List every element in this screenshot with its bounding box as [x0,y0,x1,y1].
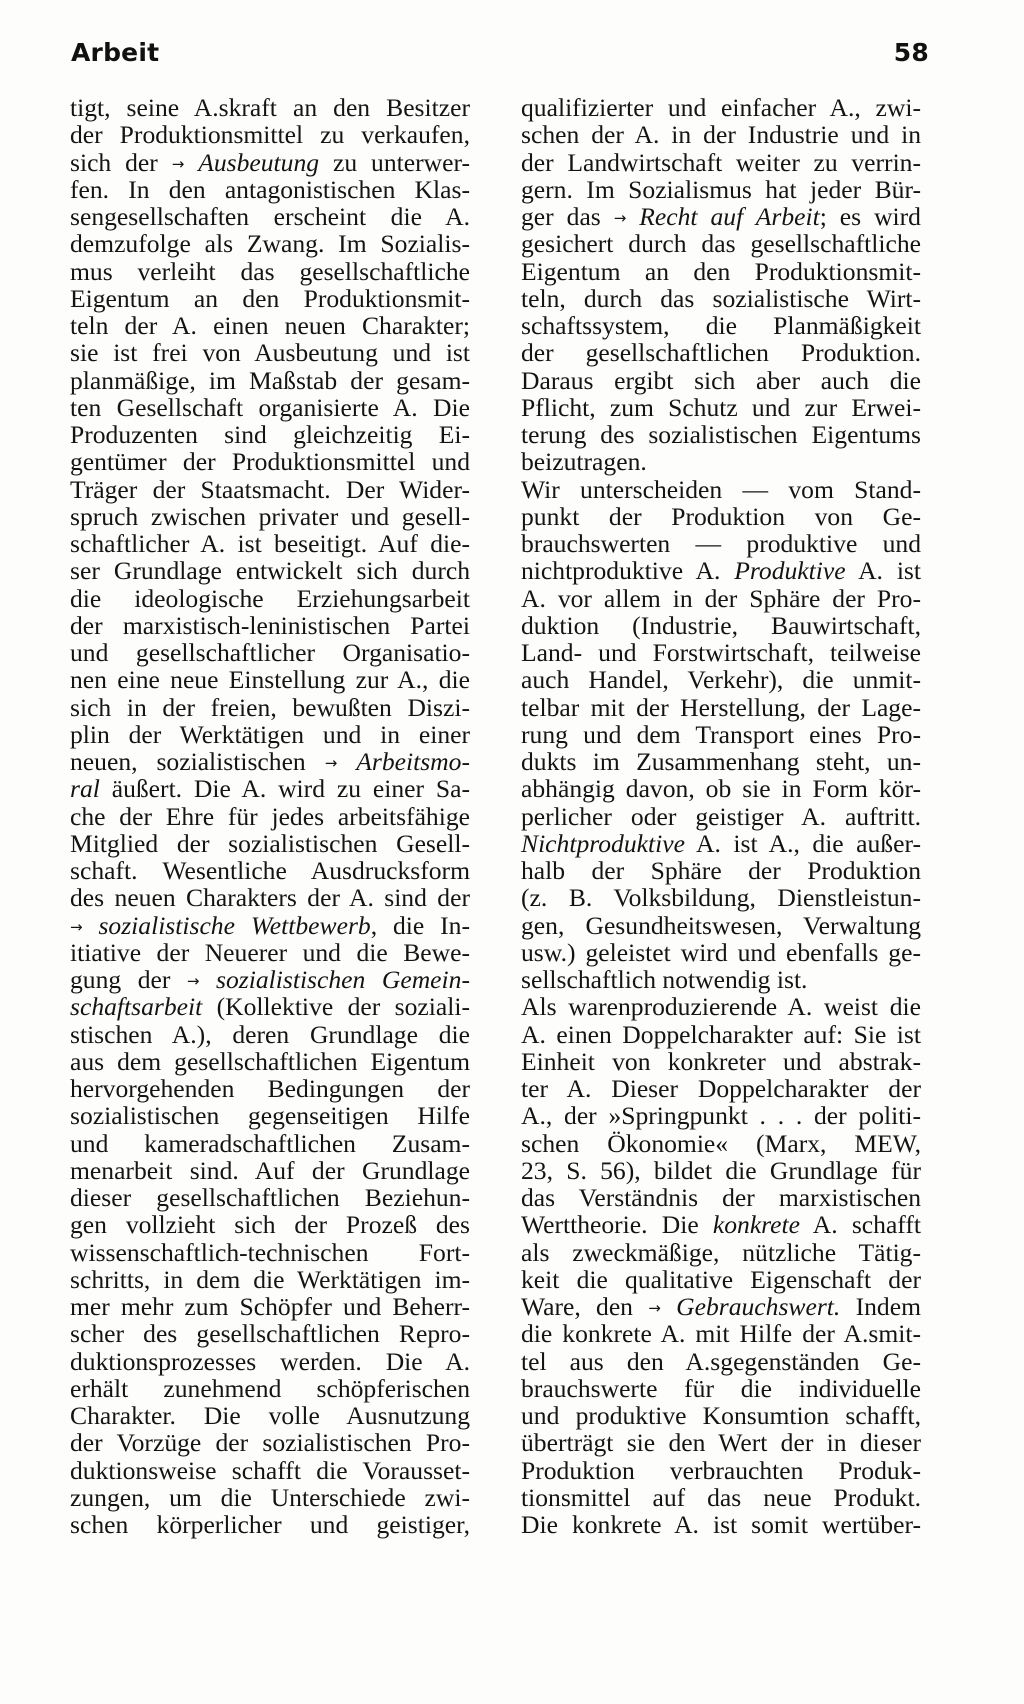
text-segment: Charakter. Die volle Ausnutzung [70,1401,470,1430]
text-segment: A. vor allem in der Sphäre der Pro- [521,583,921,613]
text-segment: Pflicht, zum Schutz und zur Erwei- [521,392,921,422]
text-line [521,149,921,176]
text-line [70,421,470,448]
text-segment: itiative der Neuerer und die Bewe- [70,937,470,967]
text-line [70,803,470,830]
text-line [521,1130,921,1157]
text-segment [83,911,99,940]
text-segment: teln, durch das sozialistische Wirt- [521,283,921,313]
text-segment: der marxistisch-leninistischen Partei [70,610,470,640]
text-segment: sie ist frei von Ausbeutung und ist [70,338,470,368]
text-line [521,285,921,312]
text-segment: duktion (Industrie, Bauwirtschaft, [521,610,921,640]
text-line [521,830,921,857]
text-segment: Werttheorie. Die [521,1210,713,1240]
text-segment: spruch zwischen privater und gesell- [70,501,470,531]
text-segment: A., der »Springpunkt . . . der politi- [521,1101,921,1131]
text-segment: halb der Sphäre der Produktion [521,856,921,885]
text-line [70,557,470,584]
text-line [521,121,921,148]
text-segment: scher des gesellschaftlichen Repro- [70,1319,470,1349]
text-line [521,1511,921,1538]
text-segment: der Vorzüge der sozialistischen Pro- [70,1428,470,1458]
text-line [70,94,470,121]
text-segment: schaft. Wesentliche Ausdrucksform [70,856,470,885]
text-segment: A. einen Doppelcharakter auf: Sie ist [521,1019,921,1049]
text-segment: duktionsprozesses werden. Die A. [70,1346,470,1376]
text-line [521,585,921,612]
text-segment: gern. Im Sozialismus hat jeder Bür- [521,174,921,204]
text-segment: nichtproduktive A. [521,556,735,586]
text-segment: gesichert durch das gesellschaftliche [521,229,921,259]
text-line [70,1429,470,1456]
text-line [70,1348,470,1375]
text-segment: sich in der freien, bewußten Diszi- [70,692,470,722]
text-segment: Die konkrete A. ist somit wertüber- [521,1510,921,1539]
text-line [521,939,921,966]
text-line [521,666,921,693]
text-segment: Land- und Forstwirtschaft, teilweise [521,638,921,667]
cross-reference-term: Nichtproduktive [521,828,685,858]
text-segment: der Landwirtschaft weiter zu verrin- [521,147,921,177]
text-segment: Produktion verbrauchten Produk- [521,1455,921,1485]
text-segment: die ideologische Erziehungsarbeit [70,583,470,613]
text-line [521,448,921,475]
text-line [70,203,470,230]
text-line [521,367,921,394]
text-line [70,1293,470,1320]
text-line [521,1184,921,1211]
cross-reference-term: Ausbeutung [198,147,320,177]
text-segment: schen der A. in der Industrie und in [521,120,921,150]
text-line [521,94,921,121]
text-segment: schen körperlicher und geistiger, [70,1510,470,1539]
cross-reference-term: Produktive [734,556,846,586]
text-segment: als zweckmäßige, nützliche Tätig- [521,1237,921,1267]
running-head-title: Arbeit [71,38,160,67]
text-segment: aus dem gesellschaftlichen Eigentum [70,1046,470,1076]
text-segment: ger das [521,202,614,231]
text-line [70,1184,470,1211]
text-segment: der Produktionsmittel zu verkaufen, [70,120,470,150]
text-line [521,639,921,666]
cross-reference-term: Recht auf Arbeit [639,202,820,231]
text-line [521,694,921,721]
text-line [521,394,921,421]
text-segment: äußert. Die A. wird zu einer Sa- [99,774,470,804]
text-segment: Indem [840,1292,921,1321]
text-segment: wissenschaftlich-technischen Fort- [70,1237,470,1267]
text-line [521,1266,921,1293]
text-segment: Produzenten sind gleichzeitig Ei- [70,420,470,449]
text-line [521,1402,921,1429]
text-line [70,830,470,857]
text-line [521,339,921,366]
text-segment: sozialistischen gegenseitigen Hilfe [70,1101,470,1131]
text-segment [337,747,356,776]
text-line [70,339,470,366]
text-segment: Ware, den [521,1292,649,1321]
text-line [70,530,470,557]
text-segment: Träger der Staatsmacht. Der Wider- [70,474,470,504]
text-line [70,775,470,802]
text-segment: die konkrete A. mit Hilfe der A.smit- [521,1319,921,1349]
cross-reference-term: ral [70,774,100,804]
text-segment: neuen, sozialistischen [70,747,325,776]
text-segment: und produktive Konsumtion schafft, [521,1401,921,1430]
text-line [521,258,921,285]
text-line [521,421,921,448]
cross-reference-term: sozialistischen Gemein- [216,965,470,994]
text-segment: teln der A. einen neuen Charakter; [70,311,470,340]
text-segment: A. schafft [800,1210,921,1240]
text-line [521,884,921,911]
text-line [521,912,921,939]
text-line [521,176,921,203]
cross-reference-term: sozialistische Wettbewerb [98,910,371,940]
text-segment: der gesellschaftlichen Produktion. [521,338,921,368]
text-line [521,203,921,230]
text-segment: (z. B. Volksbildung, Dienstleistun- [521,883,921,913]
text-segment: überträgt sie den Wert der in dieser [521,1428,921,1458]
text-segment: gung der [70,965,187,994]
text-line [70,1320,470,1347]
text-segment: Eigentum an den Produktionsmit- [521,256,921,286]
text-segment [200,965,217,994]
text-line [70,857,470,884]
text-line [70,1266,470,1293]
text-line [70,176,470,203]
text-line [521,1239,921,1266]
text-line [70,1484,470,1511]
text-segment: Wir unterscheiden — vom Stand- [521,474,921,504]
text-segment: zu unterwer- [319,147,470,177]
cross-reference-arrow-icon: → [324,754,338,772]
text-segment: A. ist [845,556,921,586]
text-line [521,530,921,557]
text-segment: sich der [70,147,172,177]
text-segment: gentümer der Produktionsmittel und [70,447,470,477]
text-line [521,775,921,802]
text-line [70,230,470,257]
text-segment: das Verständnis der marxistischen [521,1183,921,1212]
text-line [521,1102,921,1129]
text-segment: keit die qualitative Eigenschaft der [521,1264,921,1294]
text-segment: mer mehr zum Schöpfer und Beherr- [70,1292,470,1321]
text-segment: fen. In den antagonistischen Klas- [70,174,470,204]
text-segment: Mitglied der sozialistischen Gesell- [70,828,470,858]
text-line [70,884,470,911]
text-line [70,966,470,993]
text-line [70,1157,470,1184]
text-segment: zungen, um die Unterschiede zwi- [70,1482,470,1512]
text-segment: qualifizierter und einfacher A., zwi- [521,93,921,122]
text-segment: hervorgehenden Bedingungen der [70,1074,470,1103]
text-line [521,1457,921,1484]
text-segment: dieser gesellschaftlichen Beziehun- [70,1183,470,1212]
text-line [521,1484,921,1511]
text-line [70,448,470,475]
text-segment: schen Ökonomie« (Marx, MEW, [521,1128,921,1158]
text-segment: usw.) geleistet wird und ebenfalls ge- [521,937,921,967]
text-line [70,939,470,966]
text-line [70,258,470,285]
text-line [70,639,470,666]
text-segment: Daraus ergibt sich aber auch die [521,365,921,395]
text-segment: duktionsweise schafft die Vorausset- [70,1455,470,1485]
text-segment: menarbeit sind. Auf der Grundlage [70,1155,470,1185]
text-line [521,1157,921,1184]
text-line [70,1048,470,1075]
text-segment: che der Ehre für jedes arbeitsfähige [70,801,470,831]
text-segment: schaftlicher A. ist beseitigt. Auf die- [70,529,470,558]
text-line [70,121,470,148]
text-line [70,1402,470,1429]
text-segment: telbar mit der Herstellung, der Lage- [521,692,921,722]
text-segment [661,1292,676,1321]
text-line [70,1021,470,1048]
text-line [521,857,921,884]
cross-reference-term: Gebrauchswert. [676,1292,841,1321]
text-line [70,394,470,421]
text-column-left [70,94,470,1538]
text-line [521,1048,921,1075]
text-line [521,612,921,639]
text-segment: Eigentum an den Produktionsmit- [70,283,470,313]
text-segment: punkt der Produktion von Ge- [521,501,921,531]
text-line [70,1130,470,1157]
text-segment: brauchswerte für die individuelle [521,1373,921,1403]
text-line [70,149,470,176]
text-line [521,1429,921,1456]
text-line [70,694,470,721]
cross-reference-term: schaftsarbeit [70,992,203,1022]
text-segment: terung des sozialistischen Eigentums [521,420,921,449]
text-segment: , die In- [370,910,470,940]
cross-reference-term: konkrete [712,1210,801,1240]
text-segment: ; es wird [819,202,921,231]
text-segment: stischen A.), deren Grundlage die [70,1019,470,1049]
text-segment: schritts, in dem die Werktätigen im- [70,1264,470,1294]
text-line [521,1293,921,1320]
text-line [70,1102,470,1129]
cross-reference-arrow-icon: → [70,917,83,936]
text-line [521,1320,921,1347]
text-line [70,1375,470,1402]
cross-reference-term: Arbeitsmo- [356,747,470,776]
text-segment: (Kollektive der soziali- [202,992,470,1022]
text-line [70,748,470,775]
text-segment: ten Gesellschaft organisierte A. Die [70,392,470,422]
text-segment: demzufolge als Zwang. Im Sozialis- [70,229,470,259]
text-line [70,1211,470,1238]
text-line [70,1239,470,1266]
text-segment: tel aus den A.sgegenständen Ge- [521,1346,921,1376]
text-segment: perlicher oder geistiger A. auftritt. [521,801,921,831]
text-segment: gen, Gesundheitswesen, Verwaltung [521,910,921,940]
text-line [521,476,921,503]
text-segment: tionsmittel auf das neue Produkt. [521,1482,921,1512]
text-line [521,503,921,530]
text-segment [184,148,198,177]
text-line [70,993,470,1020]
text-segment: 23, S. 56), bildet die Grundlage für [521,1155,921,1185]
text-line [521,803,921,830]
text-line [70,585,470,612]
text-segment: des neuen Charakters der A. sind der [70,883,470,913]
text-segment: tigt, seine A.skraft an den Besitzer [70,93,470,122]
text-line [70,1511,470,1538]
text-line [70,503,470,530]
text-line [521,1375,921,1402]
text-line [70,367,470,394]
text-segment: rung und dem Transport eines Pro- [521,719,921,749]
cross-reference-arrow-icon: → [613,209,627,227]
text-line [70,666,470,693]
text-line [70,612,470,639]
cross-reference-arrow-icon: → [186,972,200,990]
text-line [521,312,921,339]
text-segment: planmäßige, im Maßstab der gesam- [70,365,470,395]
text-line [521,230,921,257]
text-segment [626,202,639,231]
text-segment: dukts im Zusammenhang steht, un- [521,747,921,776]
text-line [521,1348,921,1375]
text-segment: ser Grundlage entwickelt sich durch [70,556,470,586]
text-segment: auch Handel, Verkehr), die unmit- [521,665,921,695]
text-line [521,1211,921,1238]
text-segment: erhält zunehmend schöpferischen [70,1373,470,1403]
text-line [521,721,921,748]
text-line [521,1021,921,1048]
cross-reference-arrow-icon: → [648,1299,661,1317]
text-segment: ter A. Dieser Doppelcharakter der [521,1074,921,1103]
text-line [70,312,470,339]
text-segment: brauchswerten — produktive und [521,529,921,558]
text-segment: gen vollzieht sich der Prozeß des [70,1210,470,1240]
text-line [521,966,921,993]
text-line [70,476,470,503]
text-segment: nen eine neue Einstellung zur A., die [70,665,470,695]
text-segment: und gesellschaftlicher Organisatio- [70,638,470,667]
text-line [521,748,921,775]
text-segment: beizutragen. [521,447,647,477]
text-segment: A. ist A., die außer- [684,828,921,858]
text-line [521,557,921,584]
text-segment: plin der Werktätigen und in einer [70,719,470,749]
text-line [521,993,921,1020]
text-line [70,912,470,939]
text-segment: abhängig davon, ob sie in Form kör- [521,774,921,804]
text-segment: und kameradschaftlichen Zusam- [70,1128,470,1158]
page-number: 58 [893,38,929,67]
text-line [70,721,470,748]
text-segment: sengesellschaften erscheint die A. [70,202,470,231]
text-segment: sellschaftlich notwendig ist. [521,965,808,994]
text-segment: Als warenproduzierende A. weist die [521,992,921,1022]
text-line [521,1075,921,1102]
text-segment: schaftssystem, die Planmäßigkeit [521,311,921,340]
text-column-right [521,94,921,1538]
text-line [70,1457,470,1484]
text-line [70,1075,470,1102]
text-segment: mus verleiht das gesellschaftliche [70,256,470,286]
text-segment: Einheit von konkreter und abstrak- [521,1046,921,1076]
cross-reference-arrow-icon: → [171,154,185,173]
text-line [70,285,470,312]
